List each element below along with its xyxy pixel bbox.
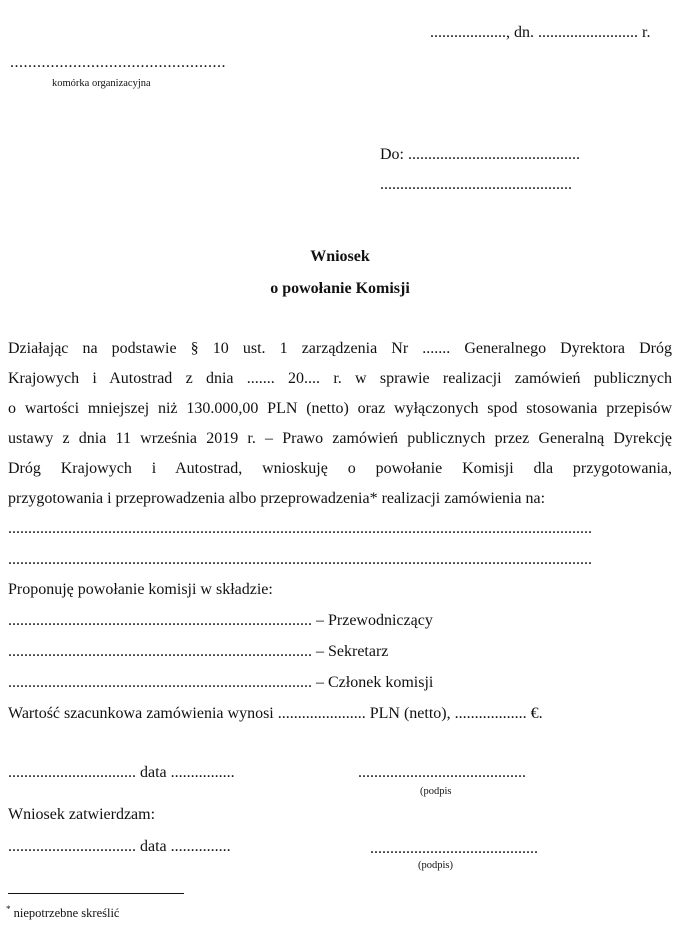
paragraph-line: Dróg Krajowych i Autostrad, wnioskuję o powołanie Komisji dla przygotowania, <box>8 460 672 477</box>
requester-signature-line: .......................................... <box>358 764 526 781</box>
committee-intro: Proponuję powołanie komisji w składzie: <box>8 581 273 598</box>
paragraph-line: Działając na podstawie § 10 ust. 1 zarządzenia Nr ....... Generalnego Dyrektora Dróg <box>8 340 672 357</box>
addressee-line-2: ................................................ <box>380 176 572 193</box>
paragraph-line: Krajowych i Autostrad z dnia ....... 20.... r. w sprawie realizacji zamówień publicznych <box>8 370 672 387</box>
committee-chair-line: ............................................................................ – Przewodniczący <box>8 612 433 629</box>
addressee-line-1: Do: ........................................... <box>380 146 580 163</box>
place-date-line: ..................., dn. ......................... r. <box>430 24 651 41</box>
approver-signature-label: (podpis) <box>418 860 453 871</box>
footnote-text: niepotrzebne skreślić <box>13 906 120 921</box>
requester-date-line: ................................ data ................ <box>8 764 235 781</box>
approver-date-line: ................................ data ............... <box>8 838 231 855</box>
request-paragraph <box>8 334 672 514</box>
subject-blank-line-2: .................................................................................................................................................. <box>8 551 592 568</box>
estimated-value-line: Wartość szacunkowa zamówienia wynosi ...................... PLN (netto), .................. €. <box>8 705 543 722</box>
paragraph-line: ustawy z dnia 11 września 2019 r. – Prawo zamówień publicznych przez Generalną Dyrekcję <box>8 430 672 447</box>
requester-signature-label: (podpis <box>420 786 452 797</box>
document-title: Wniosek <box>310 248 370 265</box>
document-subtitle: o powołanie Komisji <box>270 280 410 297</box>
approver-signature-line: .......................................... <box>370 840 538 857</box>
organizational-unit-dots: ................................................ <box>10 54 226 71</box>
committee-member-line: ............................................................................ – Członek komisji <box>8 674 434 691</box>
paragraph-line: o wartości mniejszej niż 130.000,00 PLN (netto) oraz wyłączonych spod stosowania przepisów <box>8 400 672 417</box>
footnote-divider <box>8 893 184 894</box>
approval-label: Wniosek zatwierdzam: <box>8 806 156 823</box>
organizational-unit-label: komórka organizacyjna <box>52 78 151 89</box>
subject-blank-line-1: .................................................................................................................................................. <box>8 520 592 537</box>
paragraph-line: przygotowania i przeprowadzenia albo przeprowadzenia* realizacji zamówienia na: <box>8 490 546 507</box>
footnote <box>6 904 119 921</box>
committee-secretary-line: ............................................................................ – Sekretarz <box>8 643 389 660</box>
footnote-mark: * <box>6 904 11 914</box>
